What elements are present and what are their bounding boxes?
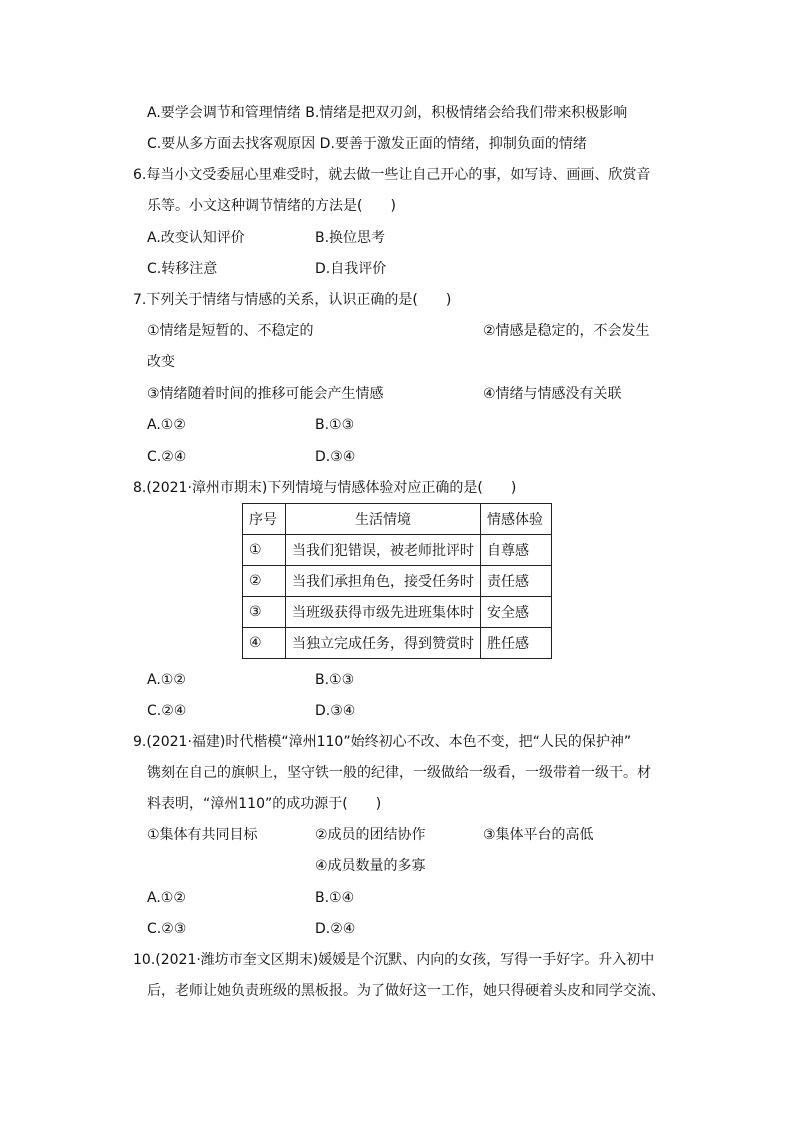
q9-statement-2: ②成员的团结协作 bbox=[315, 827, 426, 843]
q7-statement-4: ④情绪与情感没有关联 bbox=[483, 386, 622, 402]
table-cell: 当我们承担角色，接受任务时 bbox=[286, 566, 481, 597]
q5-option-ab: A.要学会调节和管理情绪 B.情绪是把双刃剑，积极情绪会给我们带来积极影响 bbox=[147, 105, 628, 121]
table-cell: ③ bbox=[243, 597, 286, 628]
q9-option-b: B.①④ bbox=[315, 890, 355, 906]
table-cell: 自尊感 bbox=[481, 535, 552, 566]
q8-option-d: D.③④ bbox=[315, 703, 356, 719]
q6-option-c: C.转移注意 bbox=[147, 261, 218, 277]
table-cell: 胜任感 bbox=[481, 628, 552, 659]
q9-statement-3: ③集体平台的高低 bbox=[483, 827, 594, 843]
q6-stem-line1: 6.每当小文受委屈心里难受时，就去做一些让自己开心的事，如写诗、画画、欣赏音 bbox=[133, 167, 651, 183]
q6-option-a: A.改变认知评价 bbox=[147, 230, 245, 246]
table-cell: ④ bbox=[243, 628, 286, 659]
table-row bbox=[243, 628, 552, 659]
q9-stem-line1: 9.(2021·福建)时代楷模“漳州110”始终初心不改、本色不变，把“人民的保护神” bbox=[133, 734, 632, 750]
q7-statement-2: ②情感是稳定的，不会发生 bbox=[483, 323, 650, 339]
q7-statement-3: ③情绪随着时间的推移可能会产生情感 bbox=[147, 386, 384, 402]
q7-statement-1: ①情绪是短暂的、不稳定的 bbox=[147, 323, 314, 339]
q7-option-b: B.①③ bbox=[315, 417, 355, 433]
q8-table bbox=[242, 503, 552, 659]
q9-option-c: C.②③ bbox=[147, 921, 187, 937]
q9-statement-4: ④成员数量的多寡 bbox=[315, 858, 426, 874]
table-cell: ② bbox=[243, 566, 286, 597]
q7-option-c: C.②④ bbox=[147, 449, 187, 465]
q6-stem-line2: 乐等。小文这种调节情绪的方法是( ) bbox=[147, 198, 396, 214]
q7-stem: 7.下列关于情绪与情感的关系，认识正确的是( ) bbox=[133, 292, 452, 308]
q9-option-d: D.②④ bbox=[315, 921, 356, 937]
table-cell: 当我们犯错误，被老师批评时 bbox=[286, 535, 481, 566]
table-header-cell: 序号 bbox=[243, 504, 286, 535]
q8-option-a: A.①② bbox=[147, 672, 186, 688]
q9-statement-1: ①集体有共同目标 bbox=[147, 827, 258, 843]
q7-option-a: A.①② bbox=[147, 417, 186, 433]
table-row bbox=[243, 566, 552, 597]
q8-stem: 8.(2021·漳州市期末)下列情境与情感体验对应正确的是( ) bbox=[133, 480, 517, 496]
q6-option-b: B.换位思考 bbox=[315, 230, 386, 246]
table-cell: 当独立完成任务，得到赞赏时 bbox=[286, 628, 481, 659]
q5-option-cd: C.要从多方面去找客观原因 D.要善于激发正面的情绪，抑制负面的情绪 bbox=[147, 136, 587, 152]
q10-stem-line1: 10.(2021·潍坊市奎文区期末)媛媛是个沉默、内向的女孩，写得一手好字。升入初中 bbox=[133, 952, 655, 968]
q9-stem-line2: 镌刻在自己的旗帜上，坚守铁一般的纪律，一级做给一级看，一级带着一级干。材 bbox=[147, 765, 651, 781]
table-cell: 当班级获得市级先进班集体时 bbox=[286, 597, 481, 628]
table-header-cell: 生活情境 bbox=[286, 504, 481, 535]
table-cell: 安全感 bbox=[481, 597, 552, 628]
q7-option-d: D.③④ bbox=[315, 449, 356, 465]
q10-stem-line2: 后，老师让她负责班级的黑板报。为了做好这一工作，她只得硬着头皮和同学交流、 bbox=[147, 983, 665, 999]
table-header-cell: 情感体验 bbox=[481, 504, 552, 535]
q8-option-b: B.①③ bbox=[315, 672, 355, 688]
q8-option-c: C.②④ bbox=[147, 703, 187, 719]
table-cell: 责任感 bbox=[481, 566, 552, 597]
table-row bbox=[243, 597, 552, 628]
q6-option-d: D.自我评价 bbox=[315, 261, 387, 277]
table-row bbox=[243, 535, 552, 566]
q7-statement-2-cont: 改变 bbox=[147, 354, 175, 370]
q9-option-a: A.①② bbox=[147, 890, 186, 906]
table-cell: ① bbox=[243, 535, 286, 566]
q9-stem-line3: 料表明，“漳州110”的成功源于( ) bbox=[147, 796, 382, 812]
table-header-row bbox=[243, 504, 552, 535]
